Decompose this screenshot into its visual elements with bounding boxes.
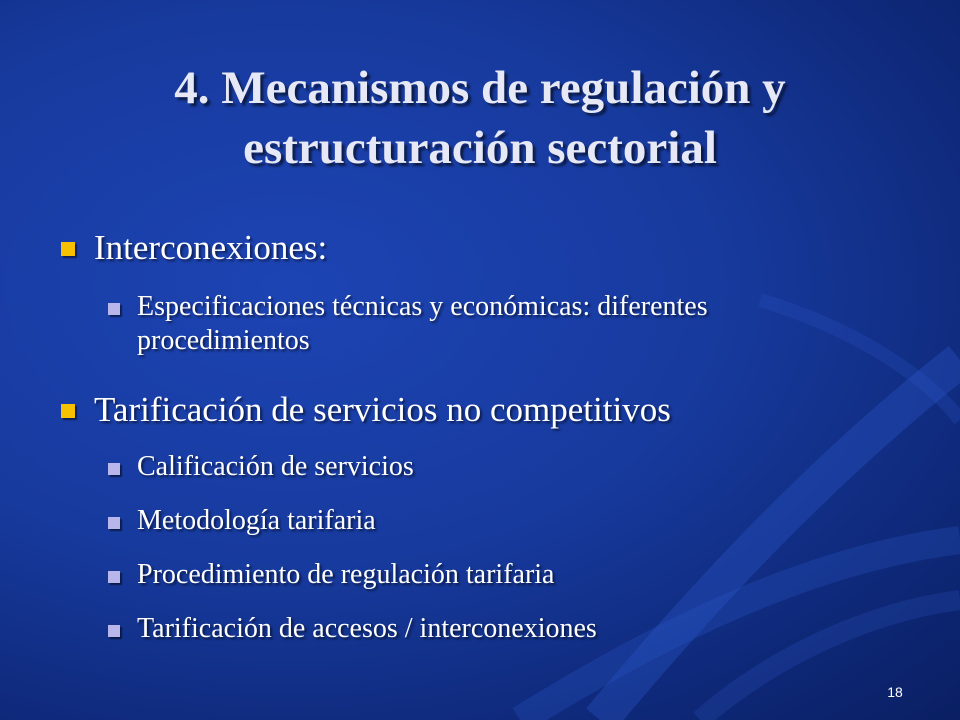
sub-bullet-text: Tarificación de accesos / interconexiones [137, 613, 597, 644]
slide-title-line-2: estructuración sectorial [243, 122, 717, 174]
slide-number: 18 [887, 684, 903, 700]
square-sub-bullet-icon [108, 303, 120, 315]
square-sub-bullet-icon [108, 517, 120, 529]
slide-title [60, 58, 900, 178]
square-bullet-icon [61, 404, 75, 418]
sub-bullet-text: Metodología tarifaria [137, 505, 376, 536]
sub-bullet-text: Calificación de servicios [137, 451, 414, 482]
square-sub-bullet-icon [108, 463, 120, 475]
square-sub-bullet-icon [108, 571, 120, 583]
bullet-text: Interconexiones: [94, 228, 328, 267]
square-sub-bullet-icon [108, 625, 120, 637]
square-bullet-icon [61, 242, 75, 256]
sub-bullet-text: Especificaciones técnicas y económicas: diferentes procedimientos [137, 291, 708, 356]
bullet-text: Tarificación de servicios no competitivos [94, 390, 671, 429]
sub-bullet-text: Procedimiento de regulación tarifaria [137, 559, 555, 590]
slide-title-line-1: 4. Mecanismos de regulación y [174, 62, 786, 114]
